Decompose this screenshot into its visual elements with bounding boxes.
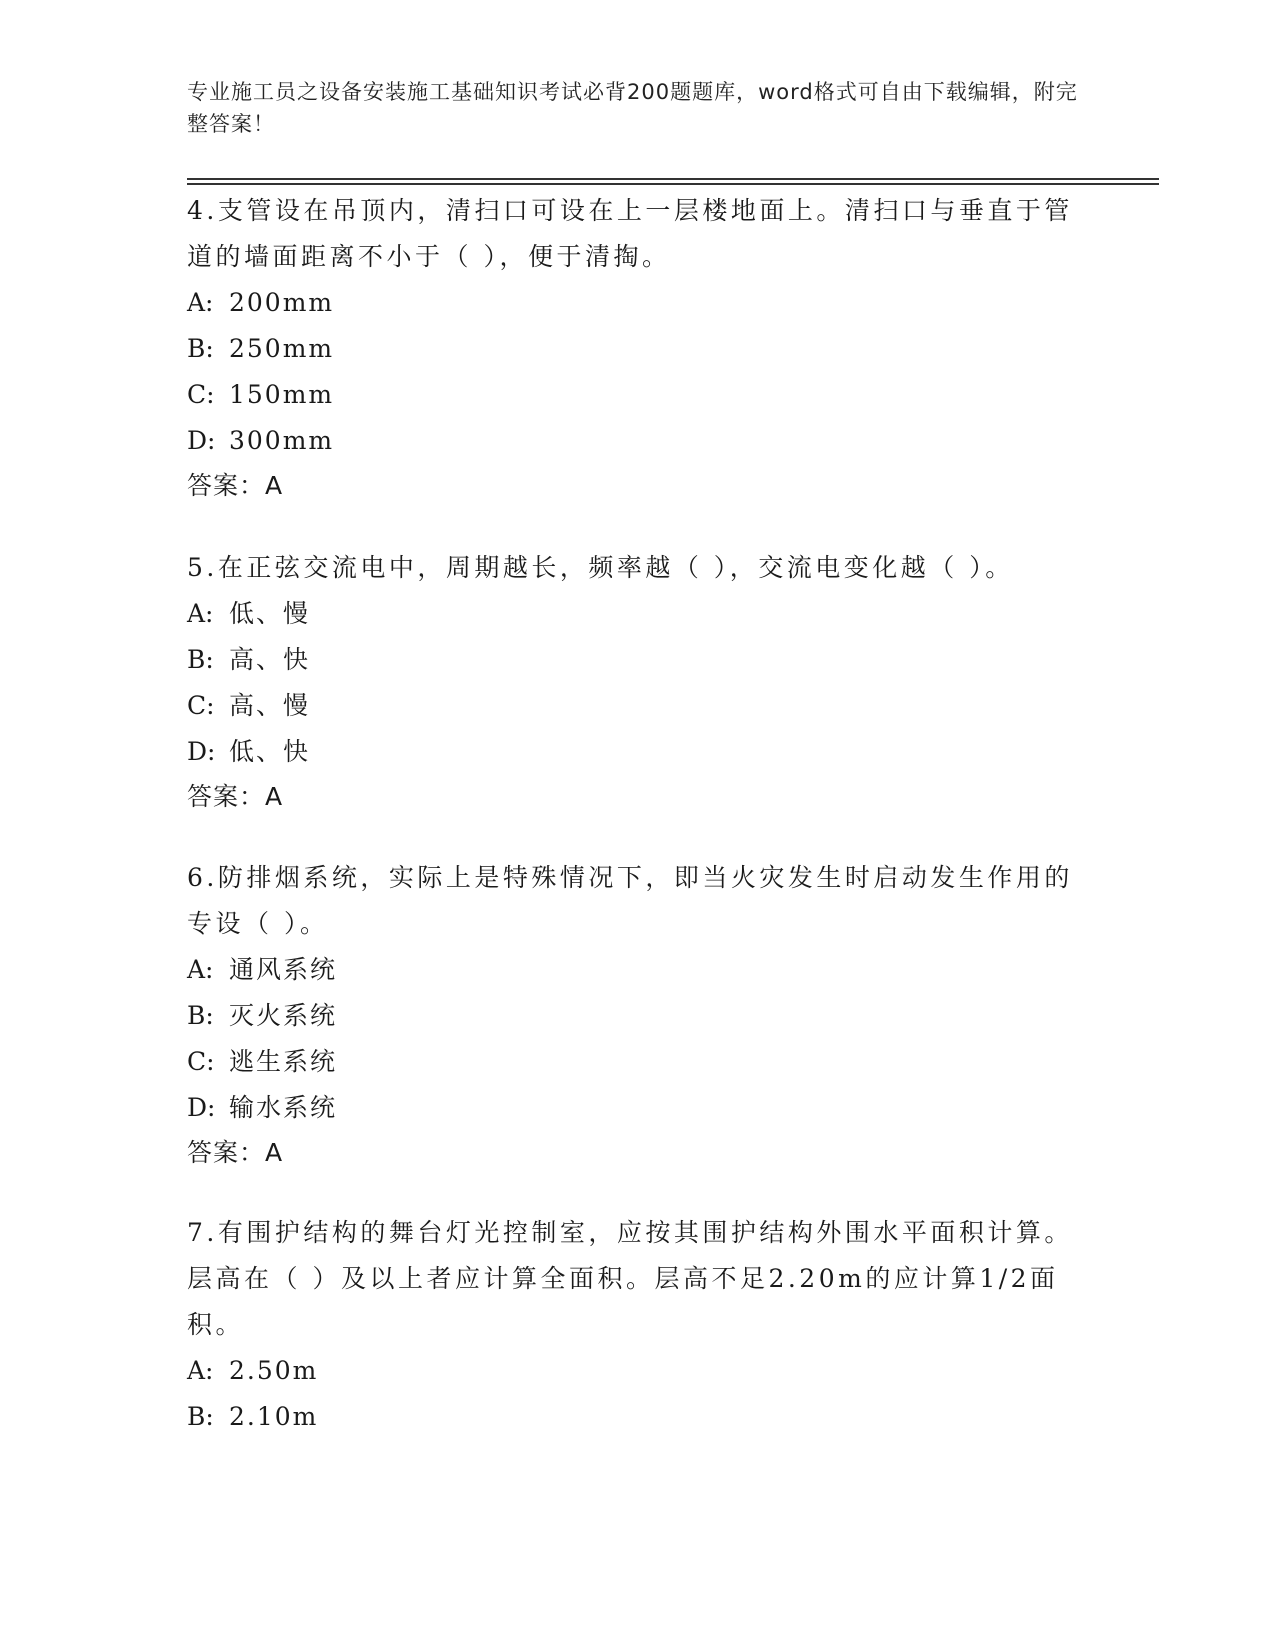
- option-text: 通风系统: [229, 955, 338, 984]
- header-divider-bottom: [187, 183, 1159, 185]
- option-letter: D:: [187, 426, 216, 455]
- option-text: 高、快: [229, 645, 311, 674]
- option-c: [187, 683, 1087, 729]
- answer-label: 答案：A: [187, 471, 284, 500]
- option-text: 低、快: [229, 737, 311, 766]
- option-c: [187, 1039, 1087, 1085]
- option-d: [187, 729, 1087, 775]
- option-letter: A:: [187, 599, 214, 628]
- option-letter: C:: [187, 380, 215, 409]
- option-text: 输水系统: [229, 1093, 338, 1122]
- option-a: [187, 591, 1087, 637]
- question-stem: 6.防排烟系统，实际上是特殊情况下，即当火灾发生时启动发生作用的专设（ ）。: [187, 863, 1073, 938]
- option-c: [187, 372, 1087, 418]
- header-divider-top: [187, 178, 1159, 180]
- option-letter: B:: [187, 1001, 214, 1030]
- option-text: 150mm: [229, 380, 335, 409]
- option-letter: A:: [187, 1356, 214, 1385]
- question-stem: 5.在正弦交流电中，周期越长，频率越（ ），交流电变化越（ ）。: [187, 553, 1014, 582]
- option-text: 高、慢: [229, 691, 311, 720]
- option-text: 灭火系统: [229, 1001, 338, 1030]
- option-text: 250mm: [229, 334, 335, 363]
- answer-label: 答案：A: [187, 782, 284, 811]
- option-a: [187, 1348, 1087, 1394]
- option-letter: D:: [187, 1093, 216, 1122]
- option-b: [187, 326, 1087, 372]
- option-letter: B:: [187, 1402, 214, 1431]
- option-letter: D:: [187, 737, 216, 766]
- option-letter: A:: [187, 288, 214, 317]
- option-b: [187, 1394, 1087, 1440]
- option-letter: C:: [187, 691, 215, 720]
- option-text: 300mm: [229, 426, 335, 455]
- option-text: 2.10m: [229, 1402, 319, 1431]
- question-stem: 4.支管设在吊顶内，清扫口可设在上一层楼地面上。清扫口与垂直于管道的墙面距离不小于（ ），便于清掏。: [187, 196, 1073, 271]
- option-a: [187, 947, 1087, 993]
- option-text: 低、慢: [229, 599, 311, 628]
- option-d: [187, 1085, 1087, 1131]
- option-d: [187, 418, 1087, 464]
- option-letter: B:: [187, 334, 214, 363]
- question-6: [187, 855, 1087, 1175]
- option-b: [187, 637, 1087, 683]
- option-b: [187, 993, 1087, 1039]
- question-4: [187, 188, 1087, 508]
- option-letter: C:: [187, 1047, 215, 1076]
- question-7: [187, 1210, 1087, 1440]
- option-text: 逃生系统: [229, 1047, 338, 1076]
- document-header: 专业施工员之设备安装施工基础知识考试必背200题题库，word格式可自由下载编辑，附完整答案！: [187, 80, 1078, 136]
- option-a: [187, 280, 1087, 326]
- option-letter: A:: [187, 955, 214, 984]
- option-text: 200mm: [229, 288, 335, 317]
- option-text: 2.50m: [229, 1356, 319, 1385]
- answer-label: 答案：A: [187, 1138, 284, 1167]
- question-5: [187, 545, 1087, 819]
- option-letter: B:: [187, 645, 214, 674]
- question-stem: 7.有围护结构的舞台灯光控制室，应按其围护结构外围水平面积计算。层高在（ ）及以上者应计算全面积。层高不足2.20m的应计算1/2面积。: [187, 1218, 1073, 1339]
